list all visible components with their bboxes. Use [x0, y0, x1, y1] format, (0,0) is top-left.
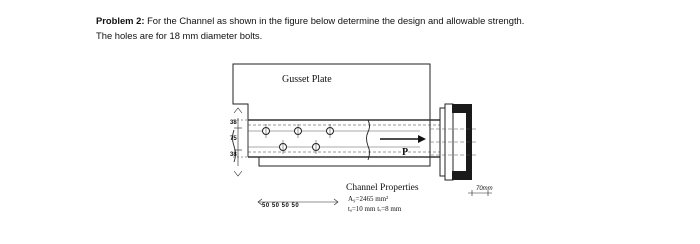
properties-title: Channel Properties: [346, 183, 419, 193]
gusset-plate-label: Gusset Plate: [282, 74, 332, 85]
break-lines: [233, 120, 370, 162]
problem-text-1: For the Channel as shown in the figure below determine the design and allowable strength.: [147, 15, 525, 26]
dim-label-38-bottom: 38: [230, 152, 237, 158]
load-label: P: [402, 147, 409, 158]
channel-section: [430, 104, 478, 180]
dim-label-horizontal: 50 50 50 50: [262, 203, 300, 209]
dim-label-38-top: 38: [230, 120, 237, 126]
property-thickness: tₐ=10 mm tᵥ=8 mm: [348, 205, 402, 213]
depth-label: 70mm: [476, 186, 493, 192]
property-area: A₉=2465 mm²: [348, 195, 389, 203]
problem-label: Problem 2:: [96, 15, 145, 26]
problem-line-2: The holes are for 18 mm diameter bolts.: [96, 29, 263, 41]
bolt-crosshairs: [266, 124, 330, 154]
vertical-dimension-lines: [234, 108, 242, 176]
dim-label-75: 75: [230, 136, 237, 142]
load-arrow: [380, 135, 426, 143]
